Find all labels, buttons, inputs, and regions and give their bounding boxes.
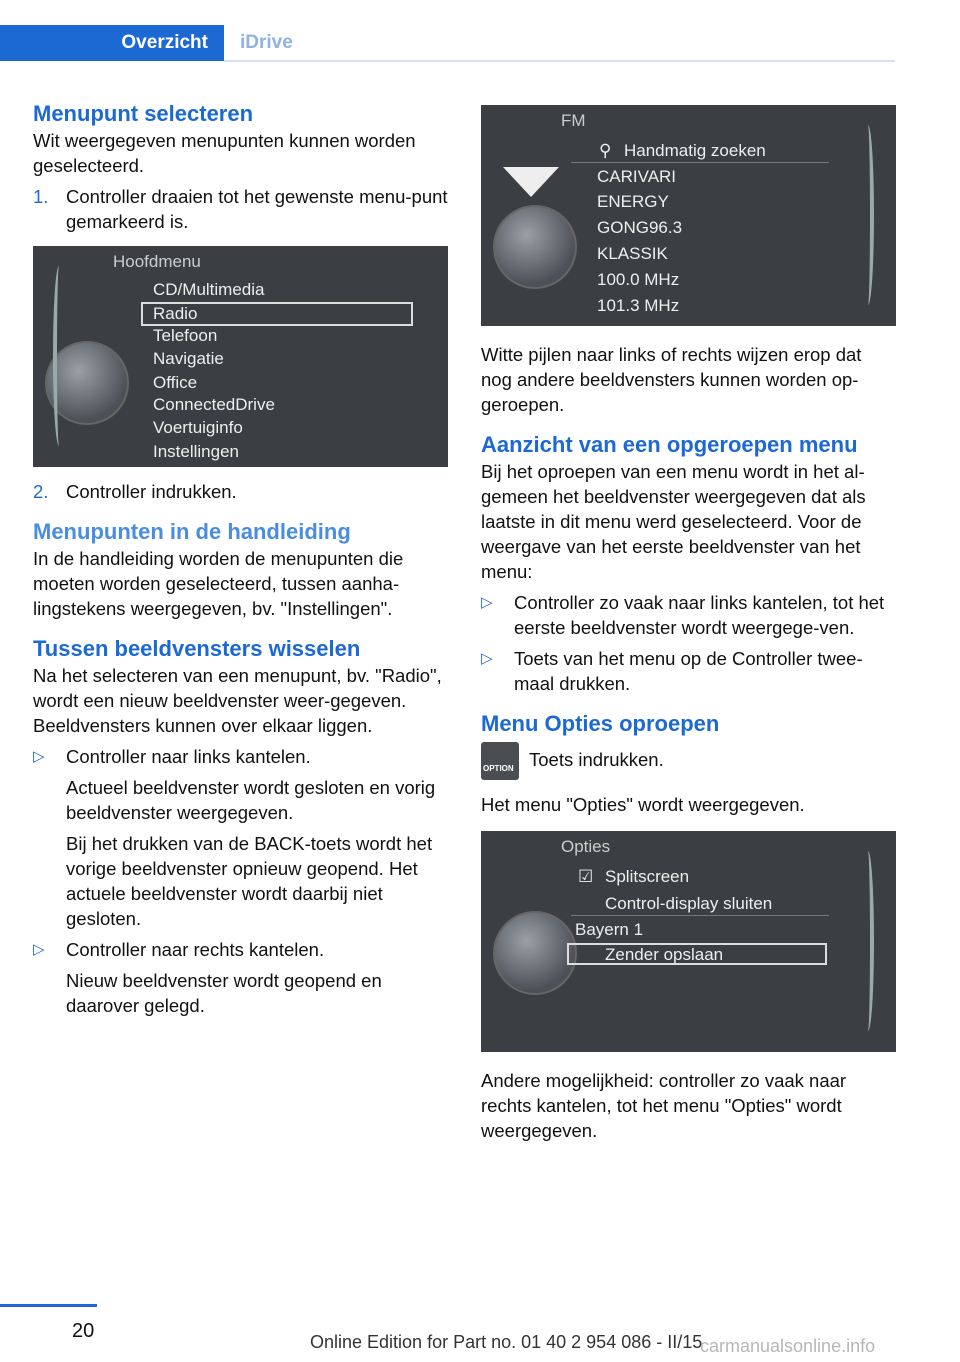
footer-rule <box>0 1304 97 1307</box>
menu-item: Zender opslaan <box>605 945 724 964</box>
bullet-item <box>33 937 448 962</box>
bullet-subtext: Actueel beeldvenster wordt gesloten en vorig beeldvenster weergegeven. <box>66 777 436 823</box>
screenshot-fm <box>481 105 896 326</box>
paragraph: In de handleiding worden de menupunten die moeten worden geselecteerd, tussen aanha-lingstekens weergegeven, bv. "Instellingen". <box>33 548 404 619</box>
triangle-bullet-icon: ▷ <box>481 594 493 611</box>
right-column <box>481 93 896 1143</box>
screenshot-opties <box>481 831 896 1052</box>
bullet-text: Controller naar rechts kantelen. <box>66 939 325 960</box>
screen-title: FM <box>561 111 586 130</box>
divider <box>571 915 829 916</box>
paragraph: Het menu "Opties" wordt weergegeven. <box>481 794 805 815</box>
heading-tussen-beeldvensters: Tussen beeldvensters wisselen <box>33 636 361 661</box>
down-arrow-icon <box>503 167 559 197</box>
step-2 <box>33 479 448 504</box>
step-number: 1. <box>33 186 49 207</box>
left-column <box>33 100 448 1024</box>
menu-item: Office <box>153 373 198 392</box>
tab-divider <box>224 60 895 62</box>
page-number: 20 <box>72 1320 95 1342</box>
menu-item: Radio <box>153 304 198 323</box>
bullet-item <box>481 590 896 640</box>
menu-item: 101.3 MHz <box>597 296 680 315</box>
scroll-arc <box>862 125 874 305</box>
paragraph: Bij het oproepen van een menu wordt in het al-gemeen het beeldvenster weergegeven dat als laatste in dit menu werd geselecteerd. Voor de weergave van het eerste beeldvenster van het menu: <box>481 461 866 582</box>
menu-item: ENERGY <box>597 192 669 211</box>
heading-aanzicht: Aanzicht van een opgeroepen menu <box>481 432 858 457</box>
menu-item: Telefoon <box>153 326 218 345</box>
menu-item: GONG96.3 <box>597 218 683 237</box>
menu-item: KLASSIK <box>597 244 668 263</box>
bullet-item <box>481 646 896 696</box>
search-icon: ⚲ <box>599 141 612 160</box>
edition-note: Online Edition for Part no. 01 40 2 954 086 - II/15 <box>310 1332 703 1352</box>
menu-item: Bayern 1 <box>575 920 644 939</box>
step-text: Controller draaien tot het gewenste menu-punt gemarkeerd is. <box>66 186 448 232</box>
screenshot-hoofdmenu <box>33 246 448 467</box>
chapter-tabs <box>0 25 895 61</box>
paragraph: Na het selecteren van een menupunt, bv. "Radio", wordt een nieuw beeldvenster weer-gegeven. Beeldvensters kunnen over elkaar liggen. <box>33 665 442 736</box>
controller-knob-icon <box>493 911 577 995</box>
scroll-arc <box>53 266 65 446</box>
screen-title: Opties <box>561 837 611 856</box>
menu-item: Navigatie <box>153 349 224 368</box>
paragraph: Wit weergegeven menupunten kunnen worden geselecteerd. <box>33 130 416 176</box>
option-text: Toets indrukken. <box>529 748 664 770</box>
option-row <box>481 742 896 780</box>
menu-item: 100.0 MHz <box>597 270 680 289</box>
step-number: 2. <box>33 481 49 502</box>
menu-item: Splitscreen <box>605 867 690 886</box>
menu-item: Control-display sluiten <box>605 894 773 913</box>
step-text: Controller indrukken. <box>66 481 237 502</box>
triangle-bullet-icon: ▷ <box>481 650 493 667</box>
bullet-subtext: Nieuw beeldvenster wordt geopend en daarover gelegd. <box>66 970 382 1016</box>
bullet-subtext: Bij het drukken van de BACK-toets wordt het vorige beeldvenster opnieuw geopend. Het actuele beeldvenster wordt daarbij niet gesloten. <box>66 833 433 929</box>
heading-menupunten-handleiding: Menupunten in de handleiding <box>33 519 351 544</box>
paragraph: Witte pijlen naar links of rechts wijzen erop dat nog andere beeldvensters kunnen worden op-geroepen. <box>481 344 862 415</box>
bullet-item <box>33 744 448 769</box>
paragraph: Andere mogelijkheid: controller zo vaak naar rechts kantelen, tot het menu "Opties" wordt weergegeven. <box>481 1070 847 1141</box>
option-button-icon <box>481 742 519 780</box>
scroll-arc <box>862 851 874 1031</box>
divider <box>571 162 829 163</box>
menu-item: ConnectedDrive <box>153 395 275 414</box>
menu-item: CD/Multimedia <box>153 280 265 299</box>
triangle-bullet-icon: ▷ <box>33 748 45 765</box>
step-1 <box>33 184 448 234</box>
heading-menu-opties: Menu Opties oproepen <box>481 711 720 736</box>
bullet-text: Controller naar links kantelen. <box>66 746 311 767</box>
menu-item: Instellingen <box>153 442 240 461</box>
menu-item: CARIVARI <box>597 167 677 186</box>
controller-knob-icon <box>493 205 577 289</box>
screen-title: Hoofdmenu <box>113 252 201 271</box>
tab-idrive[interactable]: iDrive <box>240 32 293 53</box>
bullet-text: Controller zo vaak naar links kantelen, tot het eerste beeldvenster wordt weergege-ven. <box>514 592 885 638</box>
triangle-bullet-icon: ▷ <box>33 941 45 958</box>
tab-overzicht[interactable]: Overzicht <box>0 25 224 61</box>
checkmark-icon: ☑ <box>578 867 594 886</box>
bullet-text: Toets van het menu op de Controller twee-maal drukken. <box>514 648 863 694</box>
heading-menupunt-selecteren: Menupunt selecteren <box>33 101 254 126</box>
watermark: carmanualsonline.info <box>700 1336 876 1356</box>
menu-item: Voertuiginfo <box>153 418 243 437</box>
menu-item: Handmatig zoeken <box>624 141 766 160</box>
option-label: OPTION <box>483 764 514 773</box>
